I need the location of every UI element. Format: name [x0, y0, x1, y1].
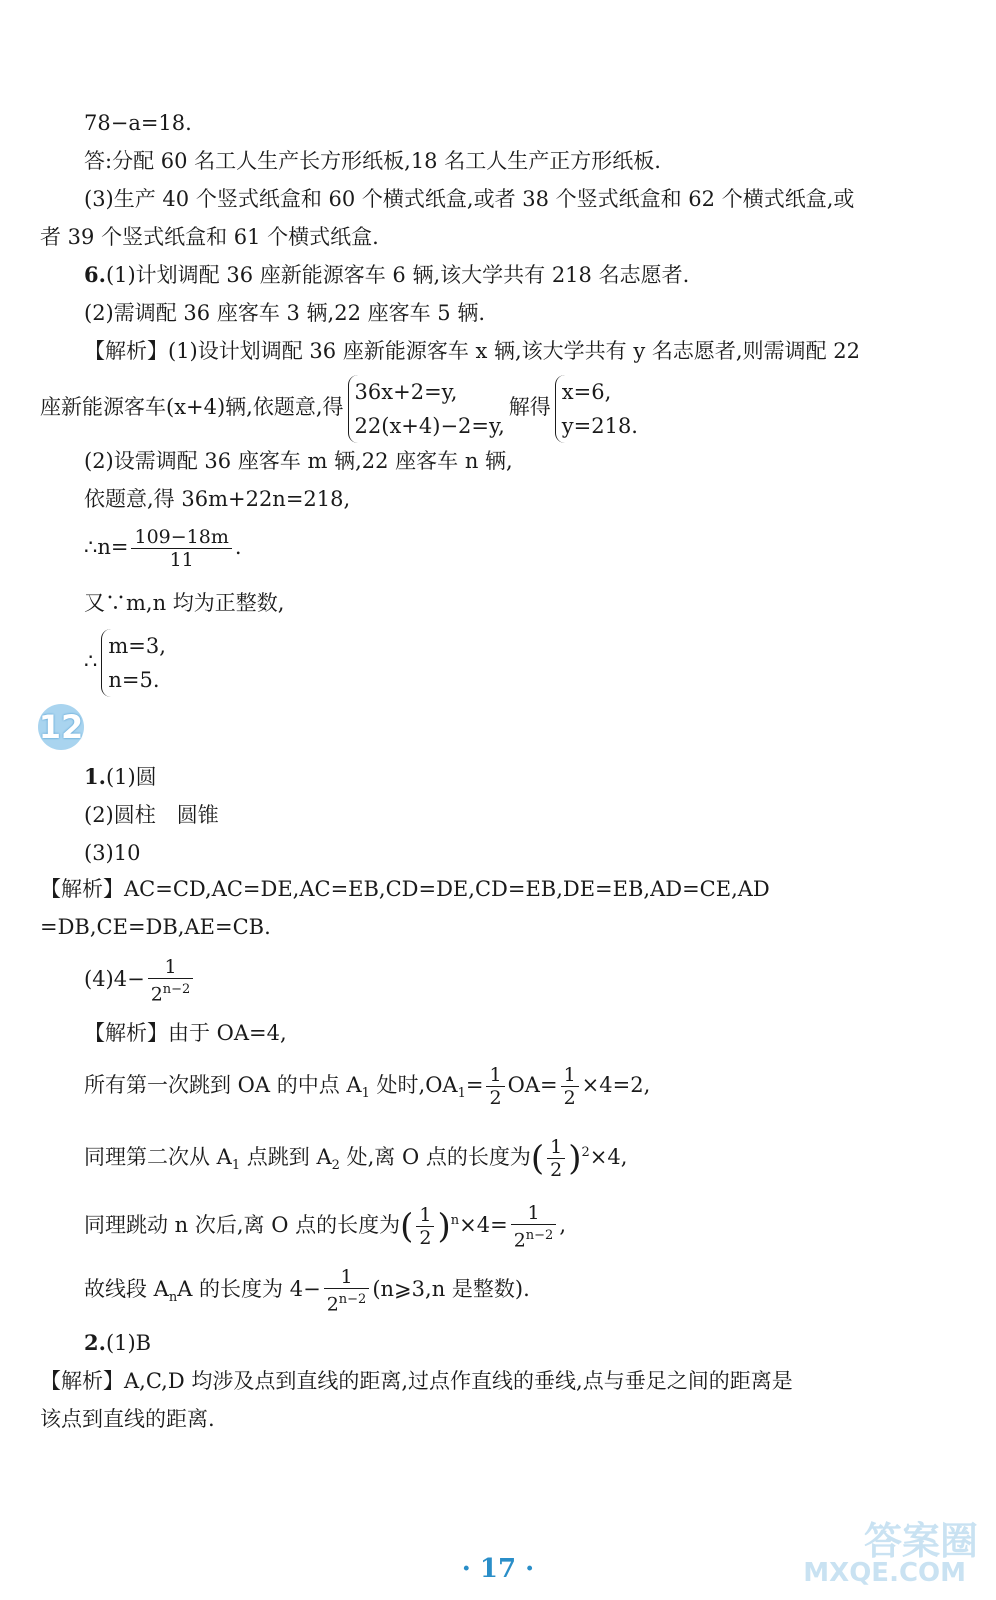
line-second-jump	[84, 1126, 627, 1193]
fraction-half	[486, 1064, 504, 1109]
fraction-numerator: 109−18m	[131, 526, 231, 549]
line-q6-analysis-1: 【解析】(1)设计划调配 36 座新能源客车 x 辆,该大学共有 y 名志愿者,则需调配 22	[84, 339, 860, 363]
sol-1: x=6,	[561, 379, 612, 404]
watermark-url: MXQE.COM	[803, 1558, 966, 1588]
base: 2	[513, 1229, 526, 1252]
line-q1-2: (2)圆柱 圆锥	[84, 803, 219, 827]
text: 所有第一次跳到 OA 的中点 A	[84, 1073, 362, 1097]
line-q1-3: (3)10	[84, 841, 141, 865]
sol-m: m=3,	[108, 633, 166, 658]
text: =	[465, 1073, 484, 1097]
fraction-numerator: 1	[416, 1204, 434, 1227]
line-first-jump	[84, 1060, 650, 1119]
sol-n: n=5.	[108, 667, 160, 692]
fraction-numerator: 1	[486, 1064, 504, 1087]
q1-1-text: (1)圆	[105, 765, 157, 789]
subscript: 2	[331, 1158, 340, 1174]
fraction-numerator: 1	[148, 956, 194, 979]
fraction-q1-4	[148, 956, 194, 1005]
line-part3-b: 者 39 个竖式纸盒和 61 个横式纸盒.	[40, 225, 379, 249]
text: OA=	[507, 1073, 558, 1097]
line-n-jumps	[84, 1194, 566, 1254]
line-mn-solution	[84, 626, 170, 697]
fraction-denominator: 11	[169, 549, 194, 571]
line-q2-1	[84, 1328, 151, 1358]
eq-1: 36x+2=y,	[354, 379, 458, 404]
fraction-numerator: 1	[511, 1202, 557, 1225]
period: .	[234, 535, 242, 559]
fraction-numerator: 1	[547, 1136, 565, 1159]
base: 2	[326, 1293, 339, 1316]
paren: (	[400, 1206, 414, 1247]
fraction-result	[511, 1202, 557, 1251]
line-q6-system	[40, 372, 642, 443]
line-q2-analysis-2: 该点到直线的距离.	[40, 1407, 215, 1431]
line-q6-analysis-2: (2)设需调配 36 座客车 m 辆,22 座客车 n 辆,	[84, 449, 513, 473]
line-q1-analysis-2: =DB,CE=DB,AE=CB.	[40, 915, 271, 939]
text: 处,离 O 点的长度为	[339, 1145, 531, 1169]
exponent: n−2	[338, 1291, 367, 1307]
fraction-half	[547, 1136, 565, 1181]
equation-system-1	[348, 375, 505, 443]
line-q1-analysis-1: 【解析】AC=CD,AC=DE,AC=EB,CD=DE,CD=EB,DE=EB,AD=CE,AD	[40, 877, 770, 901]
system-intro: 座新能源客车(x+4)辆,依题意,得	[40, 395, 344, 419]
q1-4-prefix: (4)4−	[84, 967, 145, 991]
fraction-denominator	[511, 1225, 557, 1251]
line-q1-analysis-3: 【解析】由于 OA=4,	[84, 1021, 287, 1045]
line-answer-workers: 答:分配 60 名工人生产长方形纸板,18 名工人生产正方形纸板.	[84, 149, 661, 173]
text: 同理跳动 n 次后,离 O 点的长度为	[84, 1213, 401, 1237]
section-badge: 12	[38, 704, 84, 750]
text: ×4=	[459, 1213, 508, 1237]
line-n-fraction	[84, 522, 242, 572]
exponent: n	[450, 1213, 460, 1228]
fraction-denominator: 2	[550, 1159, 563, 1181]
therefore: ∴	[84, 649, 98, 673]
line-q1-1	[84, 762, 157, 792]
q2-number: 2.	[84, 1330, 106, 1355]
line-q6-1	[84, 260, 689, 290]
line-q6-equation: 依题意,得 36m+22n=218,	[84, 487, 351, 511]
fraction-denominator	[324, 1289, 370, 1315]
fraction-half	[416, 1204, 434, 1249]
exponent: n−2	[162, 981, 191, 997]
paren: )	[568, 1138, 582, 1179]
exponent: n−2	[525, 1227, 554, 1243]
text: 点跳到 A	[240, 1145, 332, 1169]
fraction-denominator: 2	[489, 1087, 502, 1109]
line-q1-4	[84, 954, 196, 1005]
line-part3-a: (3)生产 40 个竖式纸盒和 60 个横式纸盒,或者 38 个竖式纸盒和 62 个横式纸盒,或	[84, 187, 855, 211]
n-equals: ∴n=	[84, 535, 129, 559]
solution-system-1	[555, 375, 638, 443]
watermark-logo: 答案圈	[863, 1519, 978, 1563]
paren: (	[530, 1138, 545, 1179]
fraction-length	[324, 1266, 370, 1315]
subscript: 1	[231, 1158, 241, 1174]
text: ×4=2,	[581, 1073, 651, 1097]
q1-number: 1.	[84, 764, 106, 789]
q6-number: 6.	[84, 262, 106, 287]
text: 同理第二次从 A	[84, 1145, 232, 1169]
sol-2: y=218.	[561, 413, 638, 438]
comma: ,	[559, 1213, 567, 1237]
fraction-n	[131, 526, 231, 571]
text: 故线段 A	[84, 1277, 169, 1301]
line-segment-length	[84, 1264, 530, 1323]
line-positive-int: 又∵m,n 均为正整数,	[84, 591, 285, 615]
fraction-denominator	[148, 979, 194, 1005]
fraction-numerator: 1	[561, 1064, 579, 1087]
fraction-denominator: 2	[419, 1227, 432, 1249]
text: ×4,	[589, 1145, 628, 1169]
eq-2: 22(x+4)−2=y,	[354, 413, 505, 438]
solve-label: 解得	[508, 395, 551, 419]
page-number: · 17 ·	[461, 1554, 535, 1584]
fraction-numerator: 1	[324, 1266, 370, 1289]
text: (n⩾3,n 是整数).	[372, 1277, 530, 1301]
q2-1-text: (1)B	[105, 1331, 152, 1355]
line-q6-2: (2)需调配 36 座客车 3 辆,22 座客车 5 辆.	[84, 301, 485, 325]
fraction-half	[561, 1064, 579, 1109]
subscript: 1	[457, 1086, 466, 1102]
line-q2-analysis-1: 【解析】A,C,D 均涉及点到直线的距离,过点作直线的垂线,点与垂足之间的距离是	[40, 1369, 793, 1393]
text: A 的长度为 4−	[177, 1277, 321, 1301]
base: 2	[150, 983, 163, 1006]
fraction-denominator: 2	[563, 1087, 576, 1109]
text: 处时,OA	[369, 1073, 458, 1097]
exponent: 2	[581, 1145, 590, 1160]
subscript: n	[168, 1290, 178, 1306]
paren: )	[437, 1206, 451, 1247]
line-78-a: 78−a=18.	[84, 111, 192, 135]
q6-1-text: (1)计划调配 36 座新能源客车 6 辆,该大学共有 218 名志愿者.	[105, 263, 690, 287]
subscript: 1	[361, 1086, 370, 1102]
solution-system-2	[101, 629, 166, 697]
